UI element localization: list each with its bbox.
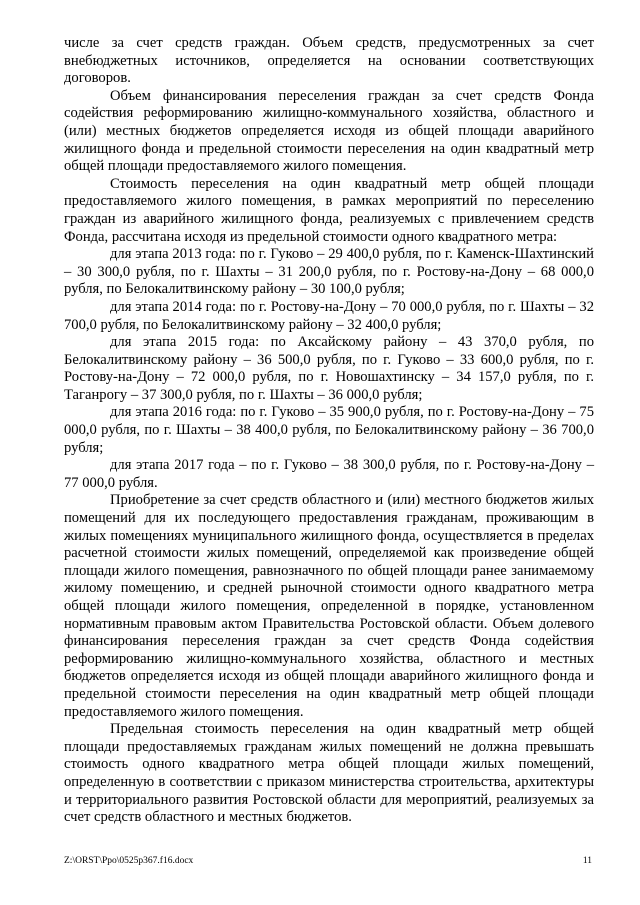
footer-file-path: Z:\ORST\Ppo\0525p367.f16.docx	[64, 856, 194, 866]
paragraph-max-cost: Предельная стоимость переселения на один квадратный метр общей площади предоставляемых гражданам жилых помещений не должна превышать стоимость одного квадратного метра общей площади жилых помещений, определенную в соответствии с приказом министерства строительства, архитектуры и территориального развития Ростовской области для мероприятий, реализуемых за счет средств областного и местных бюджетов.	[64, 721, 594, 826]
paragraph-continuation: числе за счет средств граждан. Объем средств, предусмотренных за счет внебюджетных источников, определяется на основании соответствующих договоров.	[64, 35, 594, 87]
paragraph-cost-per-sqm: Стоимость переселения на один квадратный метр общей площади предоставляемого жилого помещения, в рамках мероприятий по переселению граждан из аварийного жилищного фонда, реализуемых с привлечением средств Фонда, рассчитана исходя из предельной стоимости одного квадратного метра:	[64, 175, 594, 245]
document-body	[64, 35, 594, 827]
page-number: 11	[582, 856, 592, 866]
paragraph-stage-2016: для этапа 2016 года: по г. Гуково – 35 900,0 рубля, по г. Ростову-на-Дону – 75 000,0 рубля, по г. Шахты – 38 400,0 рубля, по Белокалитвинскому району – 36 700,0 рубля;	[64, 404, 594, 456]
paragraph-stage-2014: для этапа 2014 года: по г. Ростову-на-Дону – 70 000,0 рубля, по г. Шахты – 32 700,0 рубля, по Белокалитвинскому району – 32 400,0 рубля;	[64, 298, 594, 333]
paragraph-stage-2017: для этапа 2017 года – по г. Гуково – 38 300,0 рубля, по г. Ростову-на-Дону – 77 000,0 рубля.	[64, 457, 594, 491]
paragraph-financing-volume: Объем финансирования переселения граждан за счет средств Фонда содействия реформированию жилищно-коммунального хозяйства, областного и (или) местных бюджетов определяется исходя из общей площади аварийного жилищного фонда и предельной стоимости переселения на один квадратный метр общей площади предоставляемого жилого помещения.	[64, 87, 594, 175]
paragraph-acquisition: Приобретение за счет средств областного и (или) местного бюджетов жилых помещений для их последующего предоставления гражданам, проживающим в жилых помещениях муниципального жилищного фонда, осуществляется в пределах расчетной стоимости жилых помещений, определяемой как произведение общей площади жилого помещения, равнозначного по общей площади ранее занимаемому жилому помещению, и средней рыночной стоимости одного квадратного метра общей площади жилого помещения, определенной в порядке, установленном нормативным правовым актом Правительства Ростовской области. Объем долевого финансирования переселения граждан за счет средств Фонда содействия реформированию жилищно-коммунального хозяйства, областного и местных бюджетов определяется исходя из общей площади аварийного жилищного фонда и предельной стоимости переселения на один квадратный метр общей площади предоставляемого жилого помещения.	[64, 492, 594, 720]
paragraph-stage-2015: для этапа 2015 года: по Аксайскому району – 43 370,0 рубля, по Белокалитвинскому району – 36 500,0 рубля, по г. Гуково – 33 600,0 рубля, по г. Ростову-на-Дону – 72 000,0 рубля, по г. Новошахтинску – 34 157,0 рубля, по г. Таганрогу – 37 300,0 рубля, по г. Шахты – 36 000,0 рубля;	[64, 334, 594, 403]
paragraph-stage-2013: для этапа 2013 года: по г. Гуково – 29 400,0 рубля, по г. Каменск-Шахтинский – 30 300,0 рубля, по г. Шахты – 31 200,0 рубля, по г. Ростову-на-Дону – 68 000,0 рубля, по Белокалитвинскому району – 30 100,0 рубля;	[64, 246, 594, 298]
